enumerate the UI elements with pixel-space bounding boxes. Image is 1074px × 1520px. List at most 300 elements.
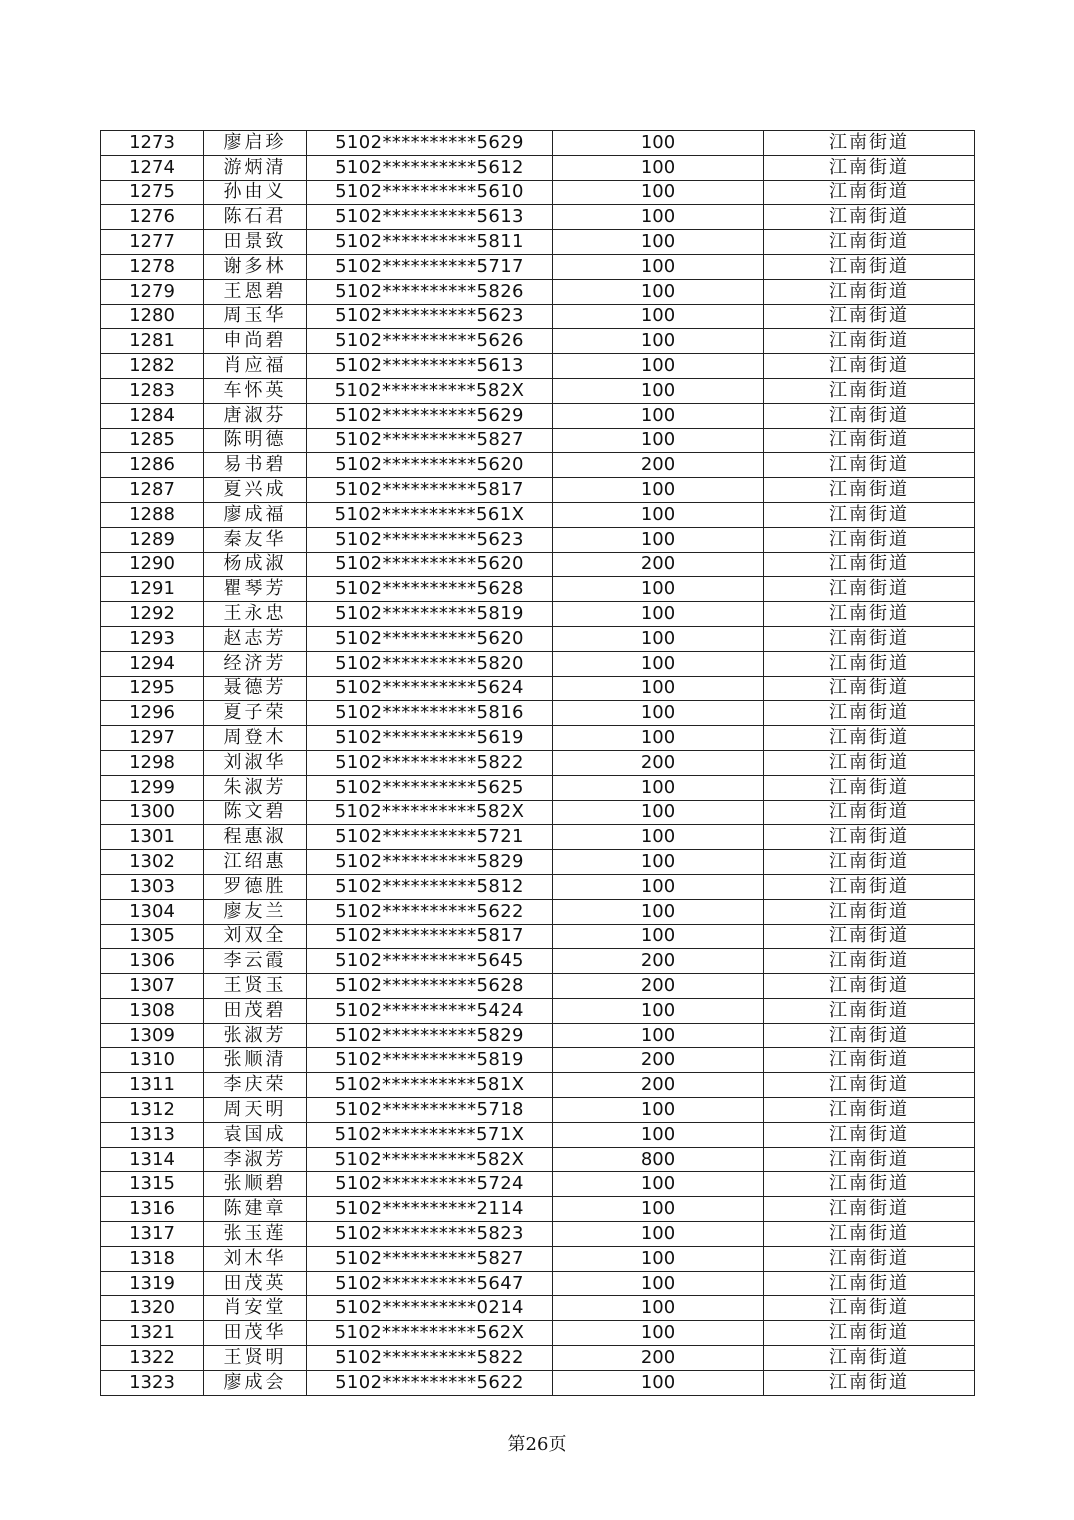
table-row (101, 378, 975, 403)
row-number-cell: 1273 (101, 131, 204, 156)
amount-cell: 100 (553, 850, 764, 875)
street-cell: 江南街道 (764, 602, 975, 627)
name-cell: 李云霞 (204, 949, 307, 974)
table-row (101, 1370, 975, 1395)
row-number-cell: 1319 (101, 1271, 204, 1296)
street-cell: 江南街道 (764, 626, 975, 651)
amount-cell: 100 (553, 403, 764, 428)
name-cell: 李庆荣 (204, 1073, 307, 1098)
row-number-cell: 1288 (101, 502, 204, 527)
row-number-cell: 1314 (101, 1147, 204, 1172)
row-number-cell: 1296 (101, 701, 204, 726)
name-cell: 夏兴成 (204, 478, 307, 503)
table-row (101, 850, 975, 875)
name-cell: 廖成福 (204, 502, 307, 527)
id-number-cell: 5102**********5724 (307, 1172, 553, 1197)
table-row (101, 1246, 975, 1271)
name-cell: 王恩碧 (204, 279, 307, 304)
street-cell: 江南街道 (764, 527, 975, 552)
id-number-cell: 5102**********5620 (307, 626, 553, 651)
name-cell: 李淑芳 (204, 1147, 307, 1172)
row-number-cell: 1305 (101, 924, 204, 949)
street-cell: 江南街道 (764, 230, 975, 255)
table-row (101, 354, 975, 379)
roster-table-body (101, 131, 975, 1396)
amount-cell: 100 (553, 230, 764, 255)
row-number-cell: 1301 (101, 825, 204, 850)
id-number-cell: 5102**********5626 (307, 329, 553, 354)
name-cell: 张顺清 (204, 1048, 307, 1073)
id-number-cell: 5102**********0214 (307, 1296, 553, 1321)
id-number-cell: 5102**********5619 (307, 726, 553, 751)
street-cell: 江南街道 (764, 1122, 975, 1147)
street-cell: 江南街道 (764, 1147, 975, 1172)
table-row (101, 1023, 975, 1048)
amount-cell: 100 (553, 676, 764, 701)
id-number-cell: 5102**********5613 (307, 354, 553, 379)
row-number-cell: 1310 (101, 1048, 204, 1073)
street-cell: 江南街道 (764, 998, 975, 1023)
table-row (101, 1346, 975, 1371)
id-number-cell: 5102**********5827 (307, 1246, 553, 1271)
name-cell: 赵志芳 (204, 626, 307, 651)
id-number-cell: 5102**********5718 (307, 1098, 553, 1123)
row-number-cell: 1313 (101, 1122, 204, 1147)
row-number-cell: 1316 (101, 1197, 204, 1222)
name-cell: 王贤明 (204, 1346, 307, 1371)
table-row (101, 899, 975, 924)
amount-cell: 100 (553, 131, 764, 156)
name-cell: 廖启珍 (204, 131, 307, 156)
street-cell: 江南街道 (764, 403, 975, 428)
row-number-cell: 1322 (101, 1346, 204, 1371)
amount-cell: 100 (553, 304, 764, 329)
id-number-cell: 5102**********5624 (307, 676, 553, 701)
id-number-cell: 5102**********5629 (307, 131, 553, 156)
row-number-cell: 1284 (101, 403, 204, 428)
id-number-cell: 5102**********5622 (307, 899, 553, 924)
table-row (101, 403, 975, 428)
amount-cell: 100 (553, 205, 764, 230)
street-cell: 江南街道 (764, 1197, 975, 1222)
row-number-cell: 1298 (101, 750, 204, 775)
street-cell: 江南街道 (764, 453, 975, 478)
name-cell: 瞿琴芳 (204, 577, 307, 602)
table-row (101, 750, 975, 775)
row-number-cell: 1295 (101, 676, 204, 701)
name-cell: 廖成会 (204, 1370, 307, 1395)
row-number-cell: 1315 (101, 1172, 204, 1197)
table-row (101, 131, 975, 156)
row-number-cell: 1311 (101, 1073, 204, 1098)
amount-cell: 100 (553, 1172, 764, 1197)
street-cell: 江南街道 (764, 800, 975, 825)
table-row (101, 1122, 975, 1147)
table-row (101, 602, 975, 627)
id-number-cell: 5102**********5822 (307, 1346, 553, 1371)
amount-cell: 100 (553, 1098, 764, 1123)
street-cell: 江南街道 (764, 1073, 975, 1098)
id-number-cell: 5102**********5827 (307, 428, 553, 453)
row-number-cell: 1292 (101, 602, 204, 627)
name-cell: 袁国成 (204, 1122, 307, 1147)
amount-cell: 100 (553, 1321, 764, 1346)
amount-cell: 100 (553, 998, 764, 1023)
amount-cell: 100 (553, 701, 764, 726)
name-cell: 张淑芳 (204, 1023, 307, 1048)
id-number-cell: 5102**********5645 (307, 949, 553, 974)
amount-cell: 100 (553, 1271, 764, 1296)
row-number-cell: 1307 (101, 974, 204, 999)
id-number-cell: 5102**********5819 (307, 1048, 553, 1073)
street-cell: 江南街道 (764, 874, 975, 899)
amount-cell: 200 (553, 974, 764, 999)
street-cell: 江南街道 (764, 974, 975, 999)
name-cell: 张顺碧 (204, 1172, 307, 1197)
name-cell: 陈建章 (204, 1197, 307, 1222)
name-cell: 肖安堂 (204, 1296, 307, 1321)
row-number-cell: 1276 (101, 205, 204, 230)
amount-cell: 100 (553, 800, 764, 825)
table-row (101, 1222, 975, 1247)
table-row (101, 1048, 975, 1073)
table-row (101, 577, 975, 602)
street-cell: 江南街道 (764, 1048, 975, 1073)
id-number-cell: 5102**********581X (307, 1073, 553, 1098)
street-cell: 江南街道 (764, 254, 975, 279)
amount-cell: 100 (553, 1222, 764, 1247)
name-cell: 杨成淑 (204, 552, 307, 577)
name-cell: 周天明 (204, 1098, 307, 1123)
table-row (101, 304, 975, 329)
row-number-cell: 1289 (101, 527, 204, 552)
id-number-cell: 5102**********5613 (307, 205, 553, 230)
name-cell: 易书碧 (204, 453, 307, 478)
row-number-cell: 1304 (101, 899, 204, 924)
id-number-cell: 5102**********2114 (307, 1197, 553, 1222)
name-cell: 唐淑芬 (204, 403, 307, 428)
row-number-cell: 1318 (101, 1246, 204, 1271)
amount-cell: 100 (553, 651, 764, 676)
name-cell: 王永忠 (204, 602, 307, 627)
amount-cell: 100 (553, 874, 764, 899)
table-row (101, 1172, 975, 1197)
street-cell: 江南街道 (764, 750, 975, 775)
id-number-cell: 5102**********5623 (307, 527, 553, 552)
id-number-cell: 5102**********5819 (307, 602, 553, 627)
row-number-cell: 1280 (101, 304, 204, 329)
table-row (101, 651, 975, 676)
row-number-cell: 1299 (101, 775, 204, 800)
table-row (101, 998, 975, 1023)
row-number-cell: 1287 (101, 478, 204, 503)
street-cell: 江南街道 (764, 279, 975, 304)
row-number-cell: 1277 (101, 230, 204, 255)
name-cell: 廖友兰 (204, 899, 307, 924)
id-number-cell: 5102**********5610 (307, 180, 553, 205)
street-cell: 江南街道 (764, 205, 975, 230)
name-cell: 陈石君 (204, 205, 307, 230)
amount-cell: 100 (553, 577, 764, 602)
row-number-cell: 1278 (101, 254, 204, 279)
table-row (101, 1073, 975, 1098)
table-row (101, 974, 975, 999)
id-number-cell: 5102**********5817 (307, 924, 553, 949)
row-number-cell: 1286 (101, 453, 204, 478)
row-number-cell: 1285 (101, 428, 204, 453)
row-number-cell: 1275 (101, 180, 204, 205)
page-number: 第26页 (507, 1434, 567, 1455)
table-row (101, 949, 975, 974)
row-number-cell: 1320 (101, 1296, 204, 1321)
street-cell: 江南街道 (764, 850, 975, 875)
amount-cell: 100 (553, 1246, 764, 1271)
amount-cell: 100 (553, 180, 764, 205)
amount-cell: 100 (553, 527, 764, 552)
table-row (101, 254, 975, 279)
row-number-cell: 1309 (101, 1023, 204, 1048)
id-number-cell: 5102**********5647 (307, 1271, 553, 1296)
amount-cell: 100 (553, 1197, 764, 1222)
table-row (101, 428, 975, 453)
amount-cell: 100 (553, 329, 764, 354)
name-cell: 张玉莲 (204, 1222, 307, 1247)
amount-cell: 200 (553, 453, 764, 478)
name-cell: 田茂英 (204, 1271, 307, 1296)
row-number-cell: 1274 (101, 155, 204, 180)
id-number-cell: 5102**********5625 (307, 775, 553, 800)
name-cell: 孙由义 (204, 180, 307, 205)
table-row (101, 502, 975, 527)
name-cell: 刘双全 (204, 924, 307, 949)
table-row (101, 1098, 975, 1123)
street-cell: 江南街道 (764, 577, 975, 602)
id-number-cell: 5102**********5628 (307, 974, 553, 999)
name-cell: 田茂华 (204, 1321, 307, 1346)
table-row (101, 874, 975, 899)
street-cell: 江南街道 (764, 1246, 975, 1271)
amount-cell: 200 (553, 949, 764, 974)
name-cell: 周登木 (204, 726, 307, 751)
street-cell: 江南街道 (764, 155, 975, 180)
id-number-cell: 5102**********5623 (307, 304, 553, 329)
amount-cell: 100 (553, 155, 764, 180)
row-number-cell: 1303 (101, 874, 204, 899)
street-cell: 江南街道 (764, 329, 975, 354)
name-cell: 刘淑华 (204, 750, 307, 775)
table-row (101, 180, 975, 205)
row-number-cell: 1293 (101, 626, 204, 651)
street-cell: 江南街道 (764, 825, 975, 850)
id-number-cell: 5102**********5822 (307, 750, 553, 775)
amount-cell: 200 (553, 750, 764, 775)
street-cell: 江南街道 (764, 1271, 975, 1296)
amount-cell: 100 (553, 378, 764, 403)
id-number-cell: 5102**********582X (307, 800, 553, 825)
table-row (101, 800, 975, 825)
street-cell: 江南街道 (764, 552, 975, 577)
table-row (101, 626, 975, 651)
id-number-cell: 5102**********5629 (307, 403, 553, 428)
street-cell: 江南街道 (764, 131, 975, 156)
amount-cell: 100 (553, 602, 764, 627)
id-number-cell: 5102**********5620 (307, 552, 553, 577)
id-number-cell: 5102**********5620 (307, 453, 553, 478)
amount-cell: 100 (553, 428, 764, 453)
street-cell: 江南街道 (764, 180, 975, 205)
row-number-cell: 1300 (101, 800, 204, 825)
table-row (101, 924, 975, 949)
id-number-cell: 5102**********5424 (307, 998, 553, 1023)
table-row (101, 230, 975, 255)
street-cell: 江南街道 (764, 949, 975, 974)
amount-cell: 100 (553, 1370, 764, 1395)
amount-cell: 100 (553, 502, 764, 527)
id-number-cell: 5102**********5812 (307, 874, 553, 899)
name-cell: 秦友华 (204, 527, 307, 552)
table-row (101, 155, 975, 180)
name-cell: 谢多林 (204, 254, 307, 279)
table-row (101, 1296, 975, 1321)
street-cell: 江南街道 (764, 1222, 975, 1247)
row-number-cell: 1291 (101, 577, 204, 602)
row-number-cell: 1297 (101, 726, 204, 751)
id-number-cell: 5102**********582X (307, 378, 553, 403)
street-cell: 江南街道 (764, 1296, 975, 1321)
amount-cell: 800 (553, 1147, 764, 1172)
name-cell: 聂德芳 (204, 676, 307, 701)
street-cell: 江南街道 (764, 726, 975, 751)
table-row (101, 1271, 975, 1296)
row-number-cell: 1312 (101, 1098, 204, 1123)
id-number-cell: 5102**********5823 (307, 1222, 553, 1247)
street-cell: 江南街道 (764, 701, 975, 726)
name-cell: 田茂碧 (204, 998, 307, 1023)
street-cell: 江南街道 (764, 1172, 975, 1197)
id-number-cell: 5102**********5628 (307, 577, 553, 602)
street-cell: 江南街道 (764, 378, 975, 403)
id-number-cell: 5102**********5829 (307, 850, 553, 875)
street-cell: 江南街道 (764, 354, 975, 379)
row-number-cell: 1323 (101, 1370, 204, 1395)
street-cell: 江南街道 (764, 428, 975, 453)
amount-cell: 100 (553, 626, 764, 651)
name-cell: 陈明德 (204, 428, 307, 453)
table-row (101, 552, 975, 577)
table-row (101, 775, 975, 800)
id-number-cell: 5102**********5829 (307, 1023, 553, 1048)
table-row (101, 329, 975, 354)
name-cell: 江绍惠 (204, 850, 307, 875)
table-row (101, 478, 975, 503)
amount-cell: 200 (553, 1346, 764, 1371)
name-cell: 田景致 (204, 230, 307, 255)
id-number-cell: 5102**********5622 (307, 1370, 553, 1395)
name-cell: 经济芳 (204, 651, 307, 676)
street-cell: 江南街道 (764, 651, 975, 676)
name-cell: 车怀英 (204, 378, 307, 403)
roster-table (100, 130, 975, 1396)
row-number-cell: 1279 (101, 279, 204, 304)
table-row (101, 825, 975, 850)
street-cell: 江南街道 (764, 1098, 975, 1123)
table-row (101, 701, 975, 726)
street-cell: 江南街道 (764, 899, 975, 924)
amount-cell: 100 (553, 478, 764, 503)
name-cell: 周玉华 (204, 304, 307, 329)
amount-cell: 100 (553, 1023, 764, 1048)
name-cell: 刘木华 (204, 1246, 307, 1271)
street-cell: 江南街道 (764, 1321, 975, 1346)
id-number-cell: 5102**********5820 (307, 651, 553, 676)
row-number-cell: 1306 (101, 949, 204, 974)
name-cell: 肖应福 (204, 354, 307, 379)
name-cell: 申尚碧 (204, 329, 307, 354)
row-number-cell: 1283 (101, 378, 204, 403)
id-number-cell: 5102**********5826 (307, 279, 553, 304)
name-cell: 程惠淑 (204, 825, 307, 850)
amount-cell: 100 (553, 825, 764, 850)
street-cell: 江南街道 (764, 502, 975, 527)
row-number-cell: 1282 (101, 354, 204, 379)
street-cell: 江南街道 (764, 304, 975, 329)
id-number-cell: 5102**********5717 (307, 254, 553, 279)
street-cell: 江南街道 (764, 676, 975, 701)
street-cell: 江南街道 (764, 478, 975, 503)
table-row (101, 726, 975, 751)
row-number-cell: 1302 (101, 850, 204, 875)
row-number-cell: 1308 (101, 998, 204, 1023)
table-row (101, 279, 975, 304)
amount-cell: 100 (553, 1296, 764, 1321)
row-number-cell: 1317 (101, 1222, 204, 1247)
table-row (101, 676, 975, 701)
row-number-cell: 1294 (101, 651, 204, 676)
name-cell: 陈文碧 (204, 800, 307, 825)
amount-cell: 200 (553, 1048, 764, 1073)
row-number-cell: 1290 (101, 552, 204, 577)
id-number-cell: 5102**********5811 (307, 230, 553, 255)
table-row (101, 1147, 975, 1172)
id-number-cell: 5102**********582X (307, 1147, 553, 1172)
amount-cell: 100 (553, 775, 764, 800)
id-number-cell: 5102**********571X (307, 1122, 553, 1147)
id-number-cell: 5102**********5817 (307, 478, 553, 503)
street-cell: 江南街道 (764, 1023, 975, 1048)
table-row (101, 453, 975, 478)
id-number-cell: 5102**********5816 (307, 701, 553, 726)
name-cell: 朱淑芳 (204, 775, 307, 800)
street-cell: 江南街道 (764, 775, 975, 800)
table-row (101, 1321, 975, 1346)
amount-cell: 100 (553, 254, 764, 279)
name-cell: 游炳清 (204, 155, 307, 180)
street-cell: 江南街道 (764, 1370, 975, 1395)
street-cell: 江南街道 (764, 1346, 975, 1371)
id-number-cell: 5102**********5721 (307, 825, 553, 850)
table-row (101, 527, 975, 552)
amount-cell: 100 (553, 279, 764, 304)
name-cell: 罗德胜 (204, 874, 307, 899)
table-row (101, 205, 975, 230)
id-number-cell: 5102**********5612 (307, 155, 553, 180)
id-number-cell: 5102**********561X (307, 502, 553, 527)
row-number-cell: 1321 (101, 1321, 204, 1346)
amount-cell: 100 (553, 1122, 764, 1147)
name-cell: 夏子荣 (204, 701, 307, 726)
name-cell: 王贤玉 (204, 974, 307, 999)
amount-cell: 200 (553, 1073, 764, 1098)
